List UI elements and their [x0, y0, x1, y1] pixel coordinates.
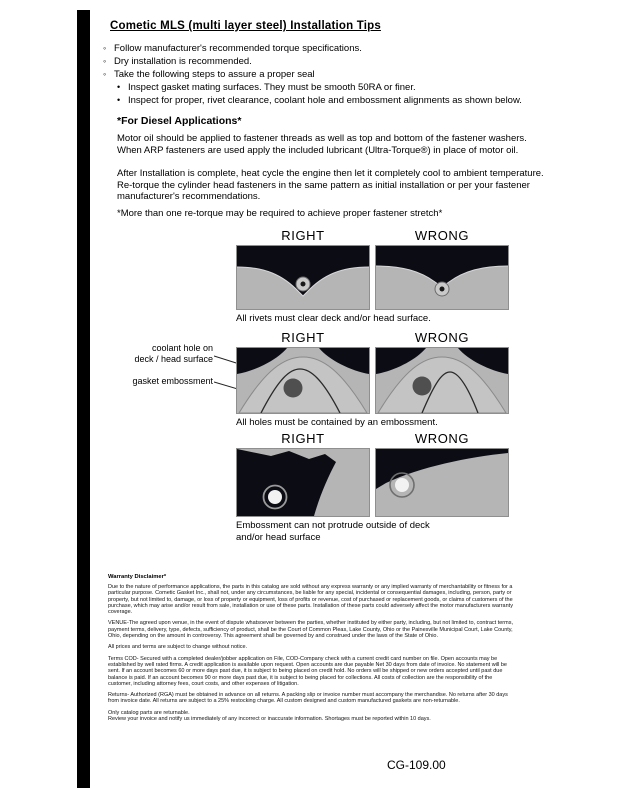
bolt-hole — [268, 490, 282, 504]
wrong-header-row2: WRONG — [414, 330, 470, 345]
tip-text: Dry installation is recommended. — [114, 56, 252, 67]
open-bullet-icon: ◦ — [103, 69, 107, 79]
diesel-applications-heading: *For Diesel Applications* — [117, 115, 242, 127]
caption-row2: All holes must be contained by an embossment. — [236, 417, 438, 428]
page-code: CG-109.00 — [387, 758, 446, 772]
warranty-heading: Warranty Disclaimer* — [108, 574, 167, 580]
warranty-paragraph: VENUE-The agreed upon venue, in the event of dispute whatsoever between the parties, whether instituted by either party, including, but not limited to, contract terms, payment terms, delivery, type, defects, sufficiency of product, shall be the Court of Common Pleas, Lake County, Ohio or the Painesville Municipal Court, Lake County, Ohio, depending on the amount in controversy. This agreement shall be governed by and construed under the laws of the State of Ohio. — [108, 620, 513, 640]
list-item — [103, 94, 563, 107]
embossment-right-illustration — [237, 449, 369, 516]
hole-right-illustration — [237, 348, 369, 413]
hole-wrong-illustration — [376, 348, 508, 413]
warranty-paragraph: All prices and terms are subject to change without notice. — [108, 644, 248, 651]
rivet-wrong-illustration — [376, 246, 508, 309]
filled-bullet-icon: • — [117, 82, 121, 92]
warranty-disclaimer-section — [108, 574, 514, 727]
wrong-header-row1: WRONG — [414, 228, 470, 243]
coolant-hole-callout — [128, 343, 213, 364]
open-bullet-icon: ◦ — [103, 43, 107, 53]
list-item — [103, 55, 563, 68]
right-header-row1: RIGHT — [281, 228, 325, 243]
warranty-paragraph: Review your invoice and notify us immediately of any incorrect or inaccurate information. Shortages must be reported within 10 days. — [108, 716, 431, 723]
callout-line: deck / head surface — [134, 353, 213, 364]
list-item — [103, 68, 563, 81]
list-item — [103, 42, 563, 55]
tip-text: Take the following steps to assure a proper seal — [114, 69, 315, 80]
diagram-rivet-wrong — [375, 245, 509, 310]
warranty-paragraph: Only catalog parts are returnable. — [108, 709, 190, 716]
right-header-row3: RIGHT — [281, 431, 325, 446]
embossment-wrong-illustration — [376, 449, 508, 516]
tip-text: Follow manufacturer's recommended torque specifications. — [114, 43, 362, 54]
diagram-hole-right — [236, 347, 370, 414]
coolant-hole — [284, 379, 303, 398]
tip-text: Inspect gasket mating surfaces. They must be smooth 50RA or finer. — [128, 82, 416, 93]
diagram-hole-wrong — [375, 347, 509, 414]
gasket-embossment-callout: gasket embossment — [132, 376, 213, 386]
left-spine-bar — [77, 10, 90, 788]
tips-list — [103, 42, 563, 107]
wrong-header-row3: WRONG — [414, 431, 470, 446]
rivet-right-illustration — [237, 246, 369, 309]
diagram-embossment-right — [236, 448, 370, 517]
warranty-paragraph: Terms COD- Secured with a completed dealer/jobber application on File, COD-Company check with a current credit card number on file. Open accounts may be established by well rated firms. A credit application is available upon request. Open accounts are due payable Net 30 days from date of invoice. No statement will be sent. If an account becomes 60 or more days past due, it is subject to being placed on credit hold. No orders will be shipped or new orders accepted until past due balance is paid. If an account becomes 90 or more days past due, it is subject to being placed for collections. All costs of collection are the responsibility of the customer, including attorney fees, court costs, and other expenses of litigation. — [108, 655, 507, 687]
rivet-center — [301, 282, 306, 287]
bolt-hole — [395, 478, 409, 492]
diesel-paragraph-1: Motor oil should be applied to fastener threads as well as top and bottom of the fastener washers. When ARP fasteners are used apply the included lubricant (Ultra-Torque®) in place of motor oil. — [117, 133, 527, 156]
warranty-paragraph: Returns- Authorized (RGA) must be obtained in advance on all returns. A packing slip or invoice number must accompany the merchandise. No returns after 30 days from invoice date. All returns are subject to a 25% restocking charge. All custom designed and custom manufactured gaskets are non-returnable. — [108, 692, 508, 705]
warranty-paragraph: Due to the nature of performance applications, the parts in this catalog are sold without any express warranty or any implied warranty of merchantability or fitness for a particular purpose. Cometic Gasket Inc., shall not, under any circumstances, be liable for any special, incidental or consequential damages, including, person, party or property, but not limited to, damage, or loss of property or equipment, loss of profits or revenue, cost of purchased or replacement goods, or claims of customers of the purchase, which may arise and/or result from sale, installation or use of these parts. Installation of these parts could adversely affect the motor manufacturers warranty coverage. — [108, 584, 513, 616]
retorque-note: *More than one re-torque may be required to achieve proper fastener stretch* — [117, 208, 443, 219]
diagram-rivet-right — [236, 245, 370, 310]
coolant-hole — [413, 377, 432, 396]
tip-text: Inspect for proper, rivet clearance, coolant hole and embossment alignments as shown below. — [128, 95, 522, 106]
callout-line: coolant hole on — [151, 343, 213, 353]
caption-row1: All rivets must clear deck and/or head surface. — [236, 313, 431, 324]
list-item — [103, 81, 563, 94]
page-title: Cometic MLS (multi layer steel) Installation Tips — [110, 20, 381, 32]
diagram-embossment-wrong — [375, 448, 509, 517]
open-bullet-icon: ◦ — [103, 56, 107, 66]
rivet-center — [440, 287, 445, 292]
caption-row3: Embossment can not protrude outside of deck and/or head surface — [236, 520, 430, 543]
right-header-row2: RIGHT — [281, 330, 325, 345]
filled-bullet-icon: • — [117, 95, 121, 105]
diesel-paragraph-2: After Installation is complete, heat cycle the engine then let it completely cool to ambient temperature. Re-torque the cylinder head fasteners in the same pattern as initial installation or per your fastener manufacturer's recommendations. — [117, 168, 544, 202]
